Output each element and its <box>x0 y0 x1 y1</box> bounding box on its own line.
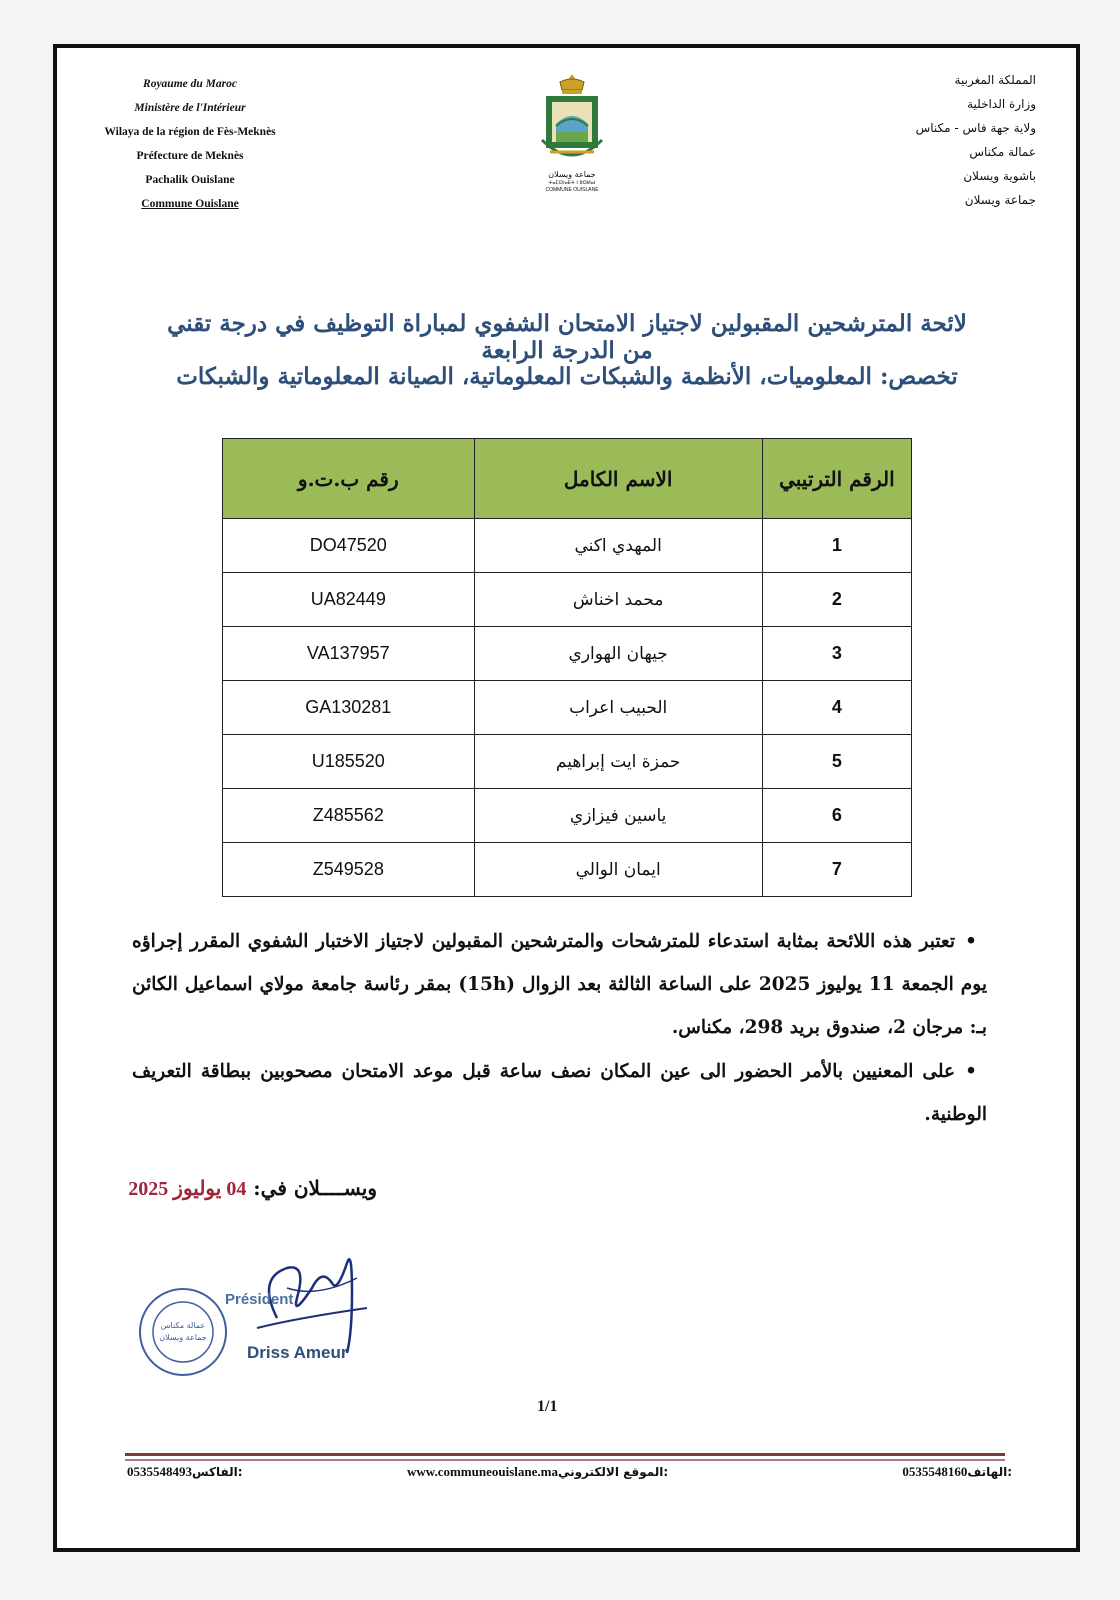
cell-rank: 2 <box>762 573 911 627</box>
place-label: ويســــلان في: <box>253 1176 377 1200</box>
cell-name: ايمان الوالي <box>474 843 762 897</box>
cell-name: حمزة ايت إبراهيم <box>474 735 762 789</box>
cell-rank: 5 <box>762 735 911 789</box>
note-convocation <box>132 920 987 1049</box>
fax-number: 0535548493 <box>127 1464 192 1479</box>
footer-fax <box>127 1464 243 1480</box>
header-fr-commune: Commune Ouislane <box>141 198 239 210</box>
table-row <box>223 573 912 627</box>
cell-rank: 6 <box>762 789 911 843</box>
header-ar-pachalik: باشوية ويسلان <box>963 169 1036 183</box>
cell-cin: UA82449 <box>223 573 475 627</box>
header-arabic <box>886 68 1036 212</box>
cell-rank: 7 <box>762 843 911 897</box>
footer-website <box>407 1464 668 1480</box>
header-full-name: الاسم الكامل <box>474 439 762 519</box>
header-fr-prefecture: Préfecture de Meknès <box>136 150 244 162</box>
cell-rank: 1 <box>762 519 911 573</box>
logo-caption-arabic: جماعة ويسلان <box>548 170 596 179</box>
header-fr-wilaya: Wilaya de la région de Fès-Meknès <box>104 126 276 138</box>
website-url: www.communeouislane.ma <box>407 1464 558 1479</box>
cell-cin: Z549528 <box>223 843 475 897</box>
svg-text:جماعة ويسلان: جماعة ويسلان <box>159 1333 207 1342</box>
bullet-icon: • <box>965 1061 977 1082</box>
date-value: 04 يوليوز 2025 <box>128 1178 247 1200</box>
header-rank: الرقم الترتيبي <box>762 439 911 519</box>
header-cin: رقم ب.ت.و <box>223 439 475 519</box>
svg-text:عمالة مكناس: عمالة مكناس <box>160 1321 206 1330</box>
header-ar-ministry: وزارة الداخلية <box>967 97 1036 111</box>
commune-logo <box>527 70 617 200</box>
header-ar-kingdom: المملكة المغربية <box>954 73 1036 87</box>
document-page <box>53 44 1080 1552</box>
cell-name: جيهان الهواري <box>474 627 762 681</box>
cell-cin: DO47520 <box>223 519 475 573</box>
cell-name: محمد اخناش <box>474 573 762 627</box>
cell-name: المهدي اكني <box>474 519 762 573</box>
table-row <box>223 627 912 681</box>
cell-cin: VA137957 <box>223 627 475 681</box>
signatory-name: Driss Ameur <box>247 1343 348 1362</box>
cell-name: الحبيب اعراب <box>474 681 762 735</box>
table-row <box>223 519 912 573</box>
page-number: 1/1 <box>537 1398 558 1415</box>
logo-caption-tifinagh: ⵜⴰⵎⵙⵏⴰⴹⵜ ⵏ ⵓⵙⵍⴰⵏ <box>548 180 596 186</box>
logo-caption-french: COMMUNE OUISLANE <box>545 187 599 193</box>
phone-number: 0535548160 <box>902 1464 968 1479</box>
document-subtitle: تخصص: المعلوميات، الأنظمة والشبكات المعلوماتية، الصيانة المعلوماتية والشبكات <box>176 363 958 390</box>
header-ar-commune: جماعة ويسلان <box>964 193 1036 207</box>
signatory-title: Président <box>225 1291 294 1308</box>
website-label: الموقع الالكتروني: <box>557 1465 669 1479</box>
cell-name: ياسين فيزازي <box>474 789 762 843</box>
header-fr-kingdom: Royaume du Maroc <box>143 78 237 90</box>
table-row <box>223 789 912 843</box>
table-row <box>223 735 912 789</box>
cell-cin: Z485562 <box>223 789 475 843</box>
cell-rank: 4 <box>762 681 911 735</box>
header-french <box>95 72 285 216</box>
table-header-row <box>223 439 912 519</box>
official-stamp-icon <box>137 1286 229 1378</box>
place-date <box>77 1176 377 1201</box>
fax-label: الفاكس: <box>192 1465 243 1479</box>
header-fr-ministry: Ministère de l'Intérieur <box>134 102 246 114</box>
phone-label: الهاتف: <box>967 1465 1012 1479</box>
footer-rule-thin <box>125 1459 1005 1461</box>
document-title: لائحة المترشحين المقبولين لاجتياز الامتحان الشفوي لمباراة التوظيف في درجة تقني من الدرجة الرابعة <box>167 310 967 364</box>
note-attendance <box>132 1050 987 1136</box>
header-ar-prefecture: عمالة مكناس <box>969 145 1036 159</box>
commune-emblem-icon <box>532 70 612 170</box>
cell-rank: 3 <box>762 627 911 681</box>
footer-phone <box>902 1464 1012 1480</box>
header-fr-pachalik: Pachalik Ouislane <box>145 174 235 186</box>
bullet-icon: • <box>965 931 977 952</box>
footer <box>127 1464 1012 1488</box>
candidates-table <box>222 438 912 897</box>
header-ar-wilaya: ولاية جهة فاس - مكناس <box>915 121 1036 135</box>
cell-cin: U185520 <box>223 735 475 789</box>
cell-cin: GA130281 <box>223 681 475 735</box>
note-attendance-text: على المعنيين بالأمر الحضور الى عين المكان نصف ساعة قبل موعد الامتحان مصحوبين ببطاقة التعريف الوطنية. <box>132 1061 987 1125</box>
footer-rule <box>125 1453 1005 1456</box>
table-row <box>223 843 912 897</box>
table-row <box>223 681 912 735</box>
note-convocation-text: تعتبر هذه اللائحة بمثابة استدعاء للمترشحات والمترشحين المقبولين لاجتياز الاختبار الشفوي المقرر إجراؤه يوم الجمعة 11 يوليوز 2025 على الساعة الثالثة بعد الزوال (15h) بمقر رئاسة جامعة مولاي اسماعيل الكائن بـ: مرجان 2، صندوق بريد 298، مكناس. <box>132 931 987 1038</box>
